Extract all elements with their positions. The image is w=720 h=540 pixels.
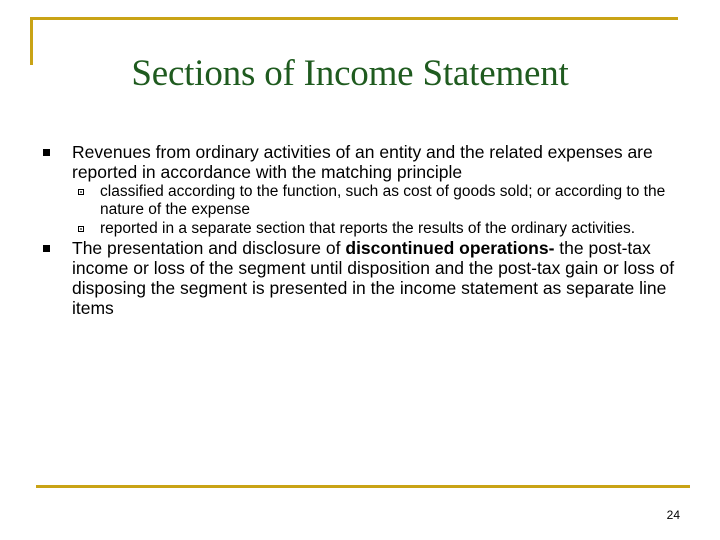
bullet-2-text-before: The presentation and disclosure of xyxy=(72,238,341,258)
hollow-square-bullet-icon xyxy=(78,189,84,195)
sub-bullet-1 xyxy=(40,183,690,219)
page-number: 24 xyxy=(666,508,680,522)
bottom-border-line xyxy=(36,485,690,488)
bullet-1-text: Revenues from ordinary activities of an entity and the related expenses are reported in accordance with the matching principle xyxy=(72,142,653,182)
bullet-1 xyxy=(40,142,690,182)
bullet-2-text-after: the post-tax income or loss of the segment until disposition and the post-tax gain or loss of disposing the segment is presented in the income statement as separate line items xyxy=(72,238,675,318)
hollow-square-bullet-icon xyxy=(78,226,84,232)
bullet-2-bold-term: discontinued operations- xyxy=(345,238,555,258)
bullet-2 xyxy=(40,238,690,318)
top-border-line xyxy=(30,17,678,20)
square-bullet-icon xyxy=(43,245,50,252)
sub-bullet-1-text: classified according to the function, such as cost of goods sold; or according to the nature of the expense xyxy=(100,183,666,218)
square-bullet-icon xyxy=(43,149,50,156)
slide-content xyxy=(40,142,690,318)
sub-bullet-2-text: reported in a separate section that reports the results of the ordinary activities. xyxy=(100,220,636,237)
slide-title: Sections of Income Statement xyxy=(131,53,569,94)
sub-bullet-2 xyxy=(40,220,690,238)
